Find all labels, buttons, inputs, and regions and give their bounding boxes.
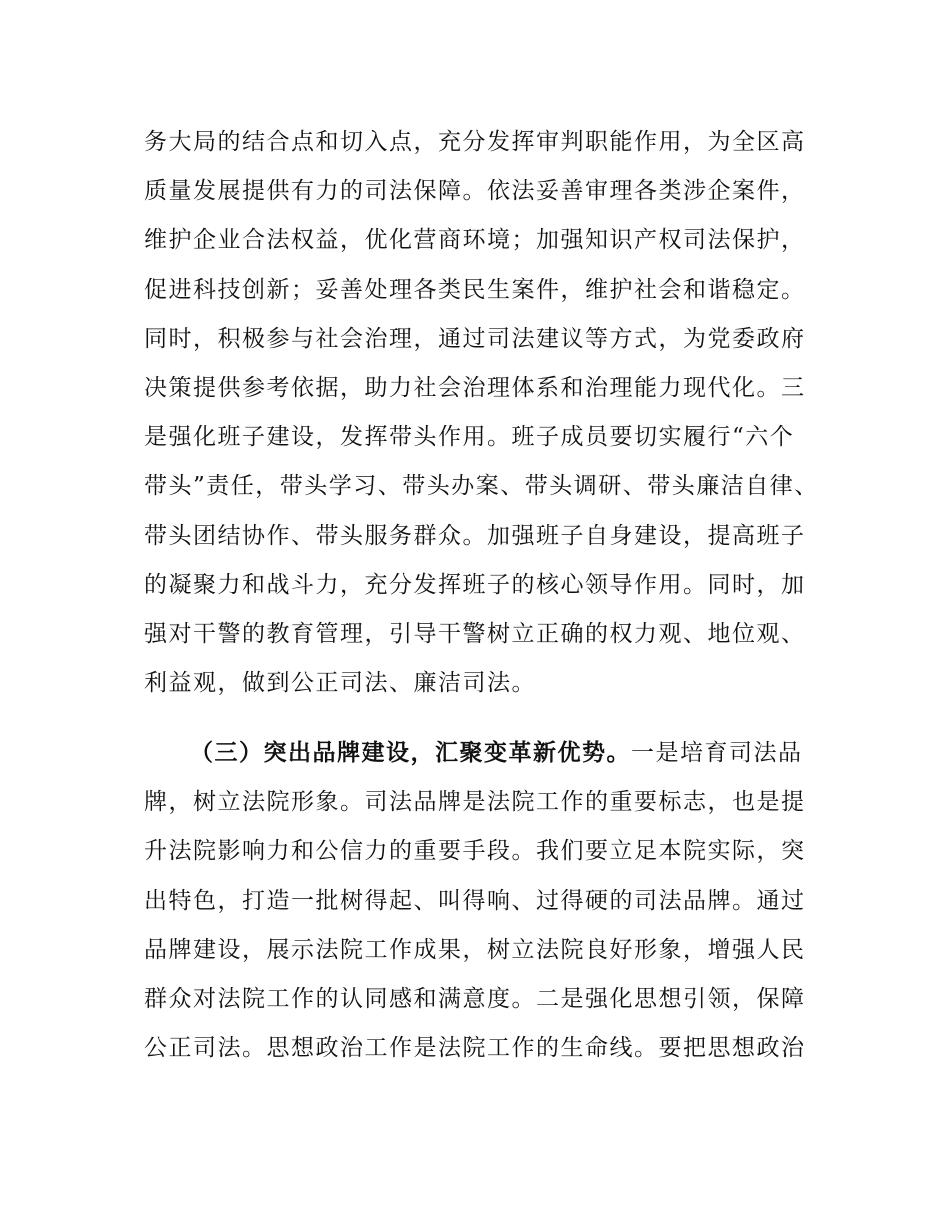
text-line: 群众对法院工作的认同感和满意度。二是强化思想引领，保障 bbox=[144, 985, 806, 1012]
text-line: 公正司法。思想政治工作是法院工作的生命线。要把思想政治 bbox=[144, 1035, 806, 1062]
text-line: 同时，积极参与社会治理，通过司法建议等方式，为党委政府 bbox=[144, 325, 806, 352]
text-line: 决策提供参考依据，助力社会治理体系和治理能力现代化。三 bbox=[144, 374, 806, 401]
text-line: 品牌建设，展示法院工作成果，树立法院良好形象，增强人民 bbox=[144, 936, 806, 963]
text-line: 维护企业合法权益，优化营商环境；加强知识产权司法保护， bbox=[144, 227, 806, 254]
section-first-line bbox=[144, 729, 834, 778]
text-line: 的凝聚力和战斗力，充分发挥班子的核心领导作用。同时，加 bbox=[144, 571, 806, 598]
section-heading: （三）突出品牌建设，汇聚变革新优势。 bbox=[190, 740, 631, 766]
text-line: 强对干警的教育管理，引导干警树立正确的权力观、地位观、 bbox=[144, 620, 806, 647]
text-line: 带头”责任，带头学习、带头办案、带头调研、带头廉洁自律、 bbox=[144, 473, 819, 500]
text-line: 是强化班子建设，发挥带头作用。班子成员要切实履行“六个 bbox=[144, 424, 795, 451]
text-line: 利益观，做到公正司法、廉洁司法。 bbox=[144, 670, 536, 697]
text-line: 促进科技创新；妥善处理各类民生案件，维护社会和谐稳定。 bbox=[144, 276, 806, 303]
text-line: 升法院影响力和公信力的重要手段。我们要立足本院实际，突 bbox=[144, 838, 806, 865]
text-line: 带头团结协作、带头服务群众。加强班子自身建设，提高班子 bbox=[144, 522, 806, 549]
text-line: 务大局的结合点和切入点，充分发挥审判职能作用，为全区高 bbox=[144, 129, 806, 155]
body-paragraph-2 bbox=[144, 729, 834, 1073]
body-paragraph-1 bbox=[144, 118, 834, 708]
text-line: 牌，树立法院形象。司法品牌是法院工作的重要标志，也是提 bbox=[144, 789, 806, 816]
text-line: 质量发展提供有力的司法保障。依法妥善审理各类涉企案件， bbox=[144, 178, 806, 205]
section-first-line-text: 一是培育司法品 bbox=[631, 740, 803, 766]
text-line: 出特色，打造一批树得起、叫得响、过得硬的司法品牌。通过 bbox=[144, 887, 806, 914]
